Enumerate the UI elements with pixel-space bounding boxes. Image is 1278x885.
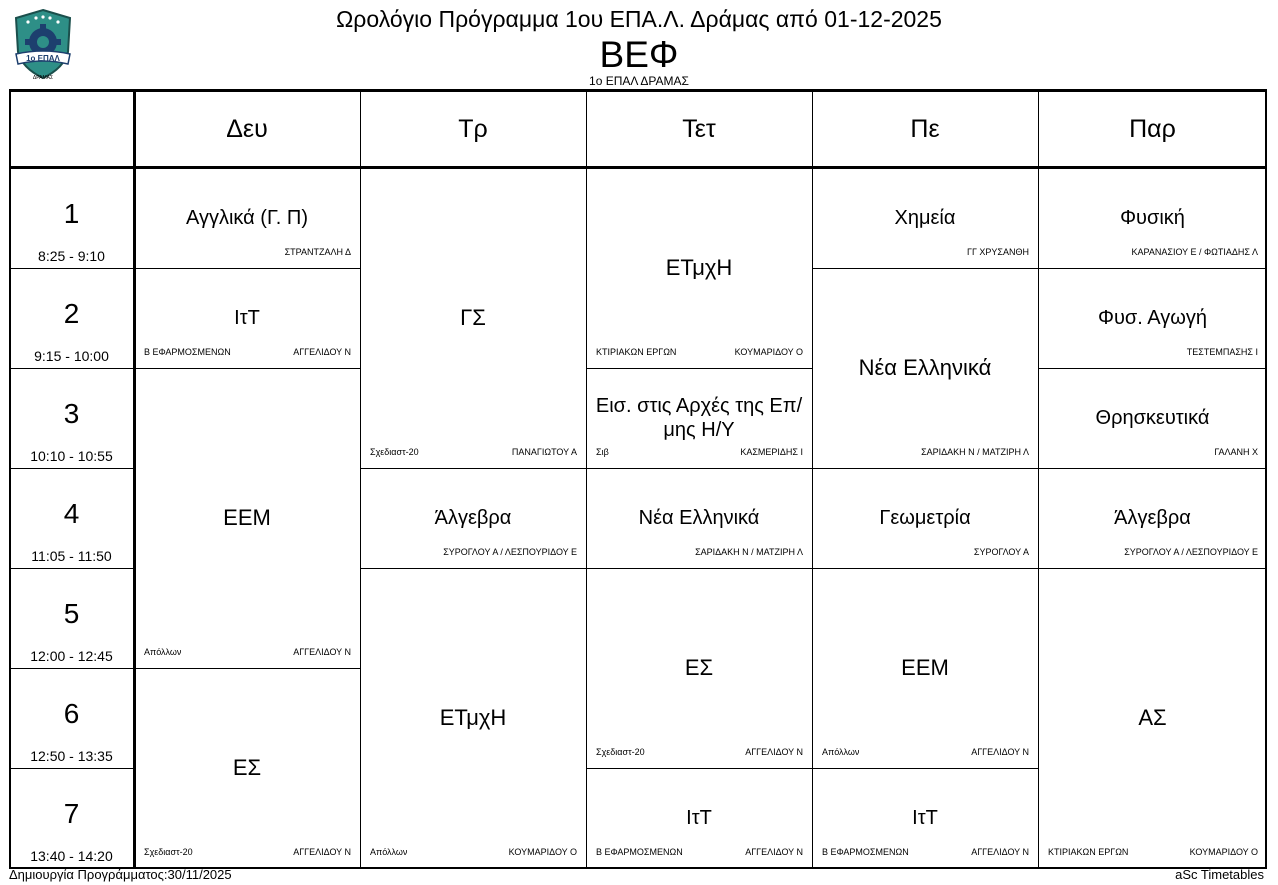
lesson-subject: Φυσ. Αγωγή <box>1098 307 1207 329</box>
day-column-divider <box>1038 89 1039 869</box>
lesson-teacher: ΤΕΣΤΕΜΠΑΣΗΣ Ι <box>1186 347 1258 357</box>
page-title: Ωρολόγιο Πρόγραμμα 1ου ΕΠΑ.Λ. Δράμας από 01-12-2025 <box>336 6 942 32</box>
lesson-subject: Εισ. στις Αρχές της Επ/μης Η/Υ <box>595 395 803 441</box>
lesson-teacher: ΚΟΥΜΑΡΙΔΟΥ Ο <box>508 847 577 857</box>
period-number: 2 <box>63 298 80 329</box>
lesson-teacher: ΑΓΓΕΛΙΔΟΥ Ν <box>293 847 351 857</box>
period-label <box>9 668 134 768</box>
class-code: ΒΕΦ <box>599 34 679 75</box>
lesson-room: Σιβ <box>596 447 609 457</box>
period-label <box>9 268 134 368</box>
lesson-teacher: ΚΑΡΑΝΑΣΙΟΥ Ε / ΦΩΤΙΑΔΗΣ Λ <box>1131 247 1258 257</box>
lesson-room: Σχεδιαστ-20 <box>596 747 645 757</box>
day-header: Παρ <box>1129 114 1176 143</box>
day-column-divider <box>586 89 587 869</box>
lesson-teacher: ΣΥΡΟΓΛΟΥ Α / ΛΕΣΠΟΥΡΙΔΟΥ Ε <box>443 547 577 557</box>
day-column-divider <box>812 89 813 869</box>
lesson-cell <box>1038 168 1267 268</box>
period-time: 12:50 - 13:35 <box>30 748 113 764</box>
lesson-room: Β ΕΦΑΡΜΟΣΜΕΝΩΝ <box>822 847 909 857</box>
creation-date: Δημιουργία Προγράμματος:30/11/2025 <box>9 867 232 882</box>
logo-subtext: ΔΡΑΜΑΣ <box>32 75 54 81</box>
period-number: 6 <box>63 698 80 729</box>
lesson-cell <box>812 468 1038 568</box>
lesson-subject: ΕΣ <box>684 655 714 680</box>
lesson-subject: Άλγεβρα <box>1114 507 1191 529</box>
lesson-cell <box>134 368 360 668</box>
period-column-divider <box>133 89 136 869</box>
lesson-teacher: ΓΑΛΑΝΗ Χ <box>1214 447 1258 457</box>
lesson-cell <box>1038 568 1267 868</box>
period-time: 9:15 - 10:00 <box>34 348 109 364</box>
day-header: Πε <box>910 114 940 143</box>
lesson-room: ΚΤΙΡΙΑΚΩΝ ΕΡΓΩΝ <box>596 347 677 357</box>
lesson-subject: ΕΣ <box>232 755 262 780</box>
period-time: 8:25 - 9:10 <box>38 248 105 264</box>
period-label <box>9 768 134 868</box>
lesson-teacher: ΠΑΝΑΓΙΩΤΟΥ Α <box>511 447 577 457</box>
lesson-cell <box>812 268 1038 468</box>
grid-border-left <box>9 89 11 869</box>
lesson-cell <box>134 668 360 868</box>
period-number: 1 <box>63 198 80 229</box>
lesson-subject: Φυσική <box>1120 207 1185 229</box>
lesson-teacher: ΓΓ ΧΡΥΣΑΝΘΗ <box>967 247 1029 257</box>
lesson-teacher: ΣΑΡΙΔΑΚΗ Ν / ΜΑΤΖΙΡΗ Λ <box>921 447 1029 457</box>
period-number: 7 <box>63 798 80 829</box>
lesson-teacher: ΣΤΡΑΝΤΖΑΛΗ Δ <box>284 247 351 257</box>
lesson-subject: ΙτΤ <box>686 807 712 829</box>
lesson-cell <box>812 568 1038 768</box>
grid-border-top <box>9 89 1267 92</box>
lesson-cell <box>1038 468 1267 568</box>
lesson-cell <box>812 168 1038 268</box>
period-label <box>9 568 134 668</box>
lesson-room: Σχεδιαστ-20 <box>370 447 419 457</box>
lesson-cell <box>134 268 360 368</box>
lesson-teacher: ΣΥΡΟΓΛΟΥ Α / ΛΕΣΠΟΥΡΙΔΟΥ Ε <box>1124 547 1258 557</box>
day-header: Τετ <box>682 114 716 143</box>
lesson-teacher: ΑΓΓΕΛΙΔΟΥ Ν <box>745 847 803 857</box>
lesson-room: Β ΕΦΑΡΜΟΣΜΕΝΩΝ <box>144 347 231 357</box>
brand-label: aSc Timetables <box>1175 867 1264 882</box>
lesson-subject: ΕΕΜ <box>223 505 271 530</box>
lesson-teacher: ΑΓΓΕΛΙΔΟΥ Ν <box>971 847 1029 857</box>
lesson-room: Απόλλων <box>822 747 860 757</box>
lesson-cell <box>812 768 1038 868</box>
lesson-room: Β ΕΦΑΡΜΟΣΜΕΝΩΝ <box>596 847 683 857</box>
grid-border-right <box>1265 89 1267 869</box>
period-time: 10:10 - 10:55 <box>30 448 113 464</box>
timetable-grid <box>9 89 1267 869</box>
lesson-teacher: ΑΓΓΕΛΙΔΟΥ Ν <box>971 747 1029 757</box>
lesson-teacher: ΑΓΓΕΛΙΔΟΥ Ν <box>293 647 351 657</box>
lesson-subject: Αγγλικά (Γ. Π) <box>186 207 308 229</box>
period-time: 12:00 - 12:45 <box>30 648 113 664</box>
lesson-cell <box>586 468 812 568</box>
lesson-teacher: ΚΑΣΜΕΡΙΔΗΣ Ι <box>740 447 803 457</box>
day-header: Δευ <box>226 114 268 143</box>
lesson-cell <box>360 468 586 568</box>
lesson-room: Απόλλων <box>144 647 182 657</box>
lesson-subject: ΕΤμχΗ <box>439 705 507 730</box>
lesson-teacher: ΣΑΡΙΔΑΚΗ Ν / ΜΑΤΖΙΡΗ Λ <box>695 547 803 557</box>
period-time: 13:40 - 14:20 <box>30 848 113 864</box>
lesson-cell <box>586 368 812 468</box>
lesson-teacher: ΑΓΓΕΛΙΔΟΥ Ν <box>293 347 351 357</box>
lesson-subject: Χημεία <box>894 207 956 229</box>
lesson-subject: ΙτΤ <box>234 307 260 329</box>
lesson-room: Απόλλων <box>370 847 408 857</box>
lesson-subject: Νέα Ελληνικά <box>858 355 992 380</box>
day-header: Τρ <box>458 114 488 143</box>
lesson-cell <box>586 168 812 368</box>
lesson-subject: Άλγεβρα <box>434 507 512 529</box>
period-number: 4 <box>63 498 80 529</box>
day-column-divider <box>360 89 361 869</box>
period-number: 5 <box>63 598 80 629</box>
lesson-cell <box>586 568 812 768</box>
lesson-subject: ΓΣ <box>460 305 486 330</box>
lesson-teacher: ΚΟΥΜΑΡΙΔΟΥ Ο <box>1189 847 1258 857</box>
lesson-subject: ΕΤμχΗ <box>665 255 733 280</box>
lesson-cell <box>134 168 360 268</box>
lesson-teacher: ΣΥΡΟΓΛΟΥ Α <box>973 547 1029 557</box>
lesson-room: Σχεδιαστ-20 <box>144 847 193 857</box>
lesson-subject: Θρησκευτικά <box>1095 407 1210 429</box>
lesson-teacher: ΚΟΥΜΑΡΙΔΟΥ Ο <box>734 347 803 357</box>
lesson-subject: ΑΣ <box>1138 705 1167 730</box>
period-label <box>9 168 134 268</box>
lesson-cell <box>1038 268 1267 368</box>
lesson-subject: ΕΕΜ <box>901 655 949 680</box>
period-label <box>9 368 134 468</box>
header-divider <box>9 166 1267 169</box>
lesson-cell <box>360 168 586 468</box>
school-name: 1ο ΕΠΑΛ ΔΡΑΜΑΣ <box>589 74 689 88</box>
lesson-subject: Νέα Ελληνικά <box>638 507 760 529</box>
period-number: 3 <box>63 398 80 429</box>
period-label <box>9 468 134 568</box>
logo-text: 1ο ΕΠΑΛ <box>26 54 60 63</box>
lesson-cell <box>1038 368 1267 468</box>
lesson-teacher: ΑΓΓΕΛΙΔΟΥ Ν <box>745 747 803 757</box>
period-time: 11:05 - 11:50 <box>31 548 112 564</box>
lesson-subject: ΙτΤ <box>912 807 938 829</box>
lesson-cell <box>586 768 812 868</box>
lesson-room: ΚΤΙΡΙΑΚΩΝ ΕΡΓΩΝ <box>1048 847 1129 857</box>
lesson-cell <box>360 568 586 868</box>
lesson-subject: Γεωμετρία <box>879 507 971 529</box>
